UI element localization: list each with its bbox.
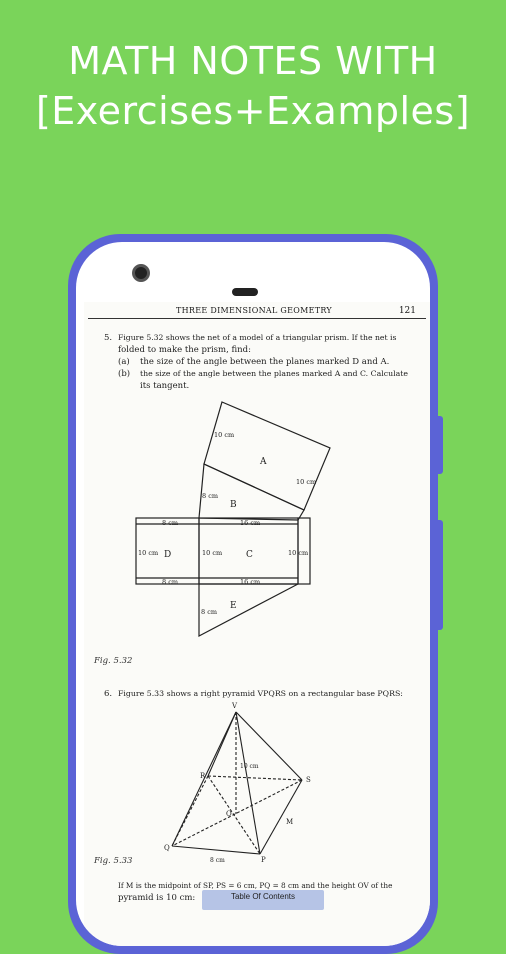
phone-side-button-top [438, 416, 443, 474]
dim-d-left: 10 cm [138, 549, 159, 557]
q5-number: 5. [104, 333, 113, 343]
label-r: R [200, 772, 206, 780]
label-v: V [232, 702, 238, 710]
label-c: C [246, 550, 253, 560]
dim-a-top: 10 cm [214, 431, 235, 439]
label-e: E [230, 601, 237, 611]
q5-a-marker: (a) [118, 357, 130, 367]
face-a [204, 402, 330, 510]
dim-c-left: 10 cm [202, 549, 223, 557]
label-d: D [164, 550, 172, 560]
label-p: P [261, 856, 266, 864]
figure-532-prism-net [84, 302, 430, 946]
dim-e-left: 8 cm [201, 608, 218, 616]
q6-number: 6. [104, 689, 113, 699]
figure-532-caption: Fig. 5.32 [94, 656, 133, 666]
dim-d-bottom: 8 cm [162, 578, 179, 586]
dim-c-right: 10 cm [288, 549, 309, 557]
dim-b-left: 8 cm [202, 492, 219, 500]
dim-base: 8 cm [210, 857, 225, 864]
label-s: S [306, 776, 311, 784]
page-header-title: THREE DIMENSIONAL GEOMETRY [176, 306, 333, 315]
speaker-grille [232, 288, 258, 296]
q5-b-marker: (b) [118, 369, 131, 379]
document-page[interactable] [84, 302, 430, 946]
label-b: B [230, 500, 237, 510]
label-o: O [226, 810, 232, 818]
camera-icon [132, 264, 150, 282]
dim-height: 10 cm [240, 763, 259, 770]
dim-d-top: 8 cm [162, 519, 179, 527]
q5-b-text2: its tangent. [140, 381, 190, 391]
q5-b-text: the size of the angle between the planes marked A and C. Calculate [140, 369, 408, 378]
footer-line2: pyramid is 10 cm: [118, 893, 196, 903]
figure-533-caption: Fig. 5.33 [94, 856, 133, 866]
promo-headline-line1: MATH NOTES WITH [68, 39, 438, 83]
phone-side-button-bottom [438, 520, 443, 630]
label-q: Q [164, 844, 170, 852]
promo-headline [0, 36, 506, 136]
table-of-contents-button[interactable]: Table Of Contents [202, 890, 324, 910]
dim-a-right: 10 cm [296, 478, 317, 486]
footer-line1: If M is the midpoint of SP, PS = 6 cm, PQ = 8 cm and the height OV of the [118, 881, 393, 890]
phone-frame [68, 234, 438, 954]
q5-line2: folded to make the prism, find: [118, 345, 251, 355]
label-m: M [286, 818, 294, 826]
phone-body [76, 242, 430, 946]
label-a: A [260, 457, 267, 467]
q5-a-text: the size of the angle between the planes marked D and A. [140, 357, 390, 367]
dim-c-top: 16 cm [240, 519, 261, 527]
q6-text: Figure 5.33 shows a right pyramid VPQRS on a rectangular base PQRS: [118, 689, 403, 698]
page-number: 121 [398, 306, 416, 316]
promo-headline-line2: [Exercises+Examples] [35, 89, 471, 133]
q5-line1: Figure 5.32 shows the net of a model of a triangular prism. If the net is [118, 333, 397, 342]
dim-c-bottom: 16 cm [240, 578, 261, 586]
